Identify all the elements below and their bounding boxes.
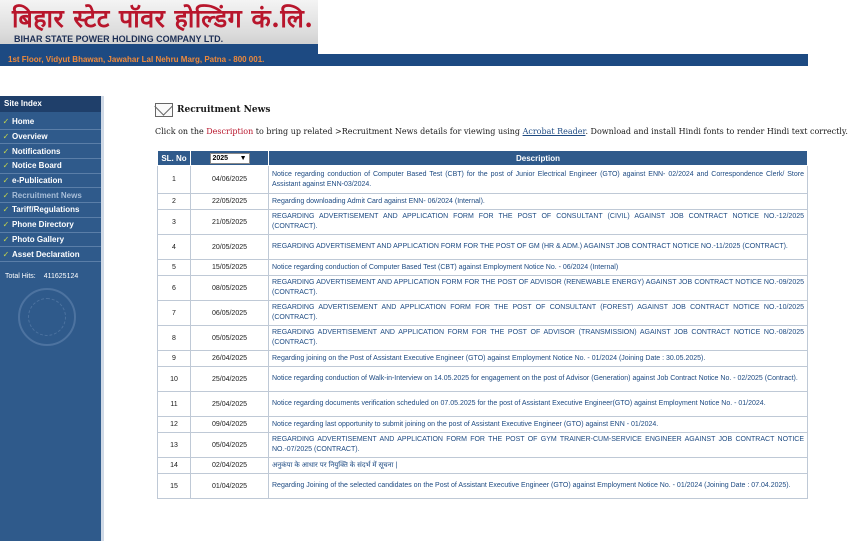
recruitment-news-table [157,150,808,499]
sidebar [0,96,101,541]
hindi-site-title: बिहार स्टेट पॉवर होल्डिंग कं.लि. [12,4,314,33]
instruction-description-word: Description [206,127,254,136]
check-icon: ✓ [2,205,10,215]
page-heading [155,100,270,120]
row-description-link[interactable]: REGARDING ADVERTISEMENT AND APPLICATION FORM FOR THE POST OF GYM TRAINER-CUM-SERVICE ENGINEER AGAINST JOB CONTRACT NOTICE NO.-07/2025 (CONTRACT). [269,433,808,458]
row-sl-no: 15 [158,474,191,499]
row-description-link[interactable]: REGARDING ADVERTISEMENT AND APPLICATION FORM FOR THE POST OF GM (HR & ADM.) AGAINST JOB CONTRACT NOTICE NO.-11/2025 (CONTRACT). [269,235,808,260]
table-row [158,458,808,474]
row-description-link[interactable]: Notice regarding conduction of Computer Based Test (CBT) against Employment Notice No. - 06/2024 (Internal) [269,260,808,276]
sidebar-item-label: Phone Directory [12,220,74,230]
row-description-link[interactable]: Notice regarding last opportunity to submit joining on the post of Assistant Executive Engineer (GTO) against ENN - 01/2024. [269,417,808,433]
check-icon: ✓ [2,146,10,156]
sidebar-edge [101,96,104,541]
sidebar-item-label: Notice Board [12,161,62,171]
row-description-link[interactable]: REGARDING ADVERTISEMENT AND APPLICATION FORM FOR THE POST OF ADVISOR (TRANSMISSION) AGAINST JOB CONTRACT NOTICE NO.-08/2025 (CONTRACT). [269,326,808,351]
row-date: 21/05/2025 [191,210,269,235]
total-hits [5,273,78,280]
table-row [158,367,808,392]
column-header-sl-no: SL. No [158,151,191,166]
table-header-row [158,151,808,166]
table-row [158,166,808,194]
table-row [158,417,808,433]
instruction-pre: Click on the [155,127,207,136]
table-row [158,301,808,326]
row-description-link[interactable]: Notice regarding conduction of Computer Based Test (CBT) for the post of Junior Electrical Engineer (GTO) against ENN- 02/2024 and Correspondence Clerk/ Store Assistant against ENN-03/2024. [269,166,808,194]
sidebar-item-asset-declaration[interactable] [0,247,101,262]
sidebar-item-label: Home [12,117,35,127]
row-date: 06/05/2025 [191,301,269,326]
check-icon: ✓ [2,190,10,200]
table-row [158,351,808,367]
sidebar-item-label: Asset Declaration [12,249,80,259]
check-icon: ✓ [2,117,10,127]
sidebar-item-notice-board[interactable] [0,159,101,174]
header-logo-panel [0,0,318,54]
row-description-link[interactable]: REGARDING ADVERTISEMENT AND APPLICATION FORM FOR THE POST OF CONSULTANT (FOREST) AGAINST JOB CONTRACT NOTICE NO.-10/2025 (CONTRACT). [269,301,808,326]
row-sl-no: 4 [158,235,191,260]
total-hits-label: Total Hits: [5,273,36,280]
sidebar-item-label: Photo Gallery [12,234,65,244]
row-date: 20/05/2025 [191,235,269,260]
row-sl-no: 13 [158,433,191,458]
table-row [158,260,808,276]
table-row [158,474,808,499]
sidebar-item-label: e-Publication [12,176,63,186]
row-sl-no: 1 [158,166,191,194]
chevron-down-icon: ▼ [239,154,247,162]
row-sl-no: 14 [158,458,191,474]
table-row [158,433,808,458]
site-address: 1st Floor, Vidyut Bhawan, Jawahar Lal Nehru Marg, Patna - 800 001. [8,55,265,64]
envelope-icon [155,103,173,117]
row-description-link[interactable]: Notice regarding documents verification scheduled on 07.05.2025 for the post of Assistant Executive Engineer(GTO) against Employment Notice No. - 01/2024. [269,392,808,417]
table-row [158,194,808,210]
year-select-value: 2025 [212,154,229,162]
sidebar-item-notifications[interactable] [0,144,101,159]
row-description-link[interactable]: Regarding Joining of the selected candidates on the Post of Assistant Executive Engineer (GTO) against Employment Notice No. - 01/2024 (Joining Date : 07.04.2025). [269,474,808,499]
row-sl-no: 12 [158,417,191,433]
column-header-description: Description [269,151,808,166]
sidebar-item-e-publication[interactable] [0,174,101,189]
row-sl-no: 3 [158,210,191,235]
instruction-text [155,127,848,136]
row-description-link[interactable]: REGARDING ADVERTISEMENT AND APPLICATION FORM FOR THE POST OF CONSULTANT (CIVIL) AGAINST JOB CONTRACT NOTICE NO.-12/2025 (CONTRACT). [269,210,808,235]
sidebar-item-photo-gallery[interactable] [0,233,101,248]
row-sl-no: 9 [158,351,191,367]
check-icon: ✓ [2,176,10,186]
row-date: 25/04/2025 [191,392,269,417]
sidebar-item-overview[interactable] [0,130,101,145]
row-date: 02/04/2025 [191,458,269,474]
check-icon: ✓ [2,220,10,230]
row-date: 15/05/2025 [191,260,269,276]
row-sl-no: 8 [158,326,191,351]
table-row [158,326,808,351]
table-row [158,276,808,301]
row-date: 09/04/2025 [191,417,269,433]
row-date: 05/04/2025 [191,433,269,458]
row-sl-no: 11 [158,392,191,417]
instruction-mid: to bring up related >Recruitment News details for viewing using [253,127,523,136]
total-hits-value: 411625124 [43,273,79,280]
row-date: 26/04/2025 [191,351,269,367]
sidebar-item-recruitment-news[interactable] [0,188,101,203]
row-description-link[interactable]: Regarding joining on the Post of Assistant Executive Engineer (GTO) against Employment Notice No. - 01/2024 (Joining Date : 30.05.2025). [269,351,808,367]
site-index-heading: Site Index [0,96,101,112]
site-header [0,0,808,66]
row-date: 05/05/2025 [191,326,269,351]
sidebar-item-phone-directory[interactable] [0,218,101,233]
page-title: Recruitment News [177,105,271,115]
sidebar-item-home[interactable] [0,115,101,130]
row-sl-no: 6 [158,276,191,301]
column-header-year [191,151,269,166]
check-icon: ✓ [2,132,10,142]
row-sl-no: 7 [158,301,191,326]
row-date: 04/06/2025 [191,166,269,194]
row-description-link[interactable]: अनुकंपा के आधार पर नियुक्ति के संदर्भ में सूचना | [269,458,808,474]
check-icon: ✓ [2,249,10,259]
check-icon: ✓ [2,161,10,171]
sidebar-nav [0,115,101,262]
check-icon: ✓ [2,234,10,244]
row-date: 08/05/2025 [191,276,269,301]
sidebar-item-label: Notifications [12,146,61,156]
table-row [158,392,808,417]
sidebar-item-label: Overview [12,132,48,142]
acrobat-reader-link[interactable]: Acrobat Reader [522,127,586,136]
company-emblem-icon [18,288,76,346]
row-sl-no: 2 [158,194,191,210]
row-date: 25/04/2025 [191,367,269,392]
row-date: 01/04/2025 [191,474,269,499]
row-sl-no: 10 [158,367,191,392]
table-row [158,210,808,235]
row-date: 22/05/2025 [191,194,269,210]
header-logo-band [0,44,318,54]
sidebar-item-tariff-regulations[interactable] [0,203,101,218]
table-row [158,235,808,260]
row-sl-no: 5 [158,260,191,276]
row-description-link[interactable]: REGARDING ADVERTISEMENT AND APPLICATION FORM FOR THE POST OF ADVISOR (RENEWABLE ENERGY) AGAINST JOB CONTRACT NOTICE NO.-09/2025 (CONTRACT). [269,276,808,301]
row-description-link[interactable]: Notice regarding conduction of Walk-in-Interview on 14.05.2025 for engagement on the post of Advisor (Generation) against Job Contract Notice No. - 02/2025 (Contract). [269,367,808,392]
year-select[interactable] [210,153,250,164]
sidebar-item-label: Recruitment News [12,190,82,200]
sidebar-item-label: Tariff/Regulations [12,205,80,215]
instruction-post: . Download and install Hindi fonts to render Hindi text correctly. [585,127,848,136]
emblem-ring [28,298,66,336]
row-description-link[interactable]: Regarding downloading Admit Card against ENN- 06/2024 (Internal). [269,194,808,210]
english-site-title: BIHAR STATE POWER HOLDING COMPANY LTD. [14,34,224,44]
